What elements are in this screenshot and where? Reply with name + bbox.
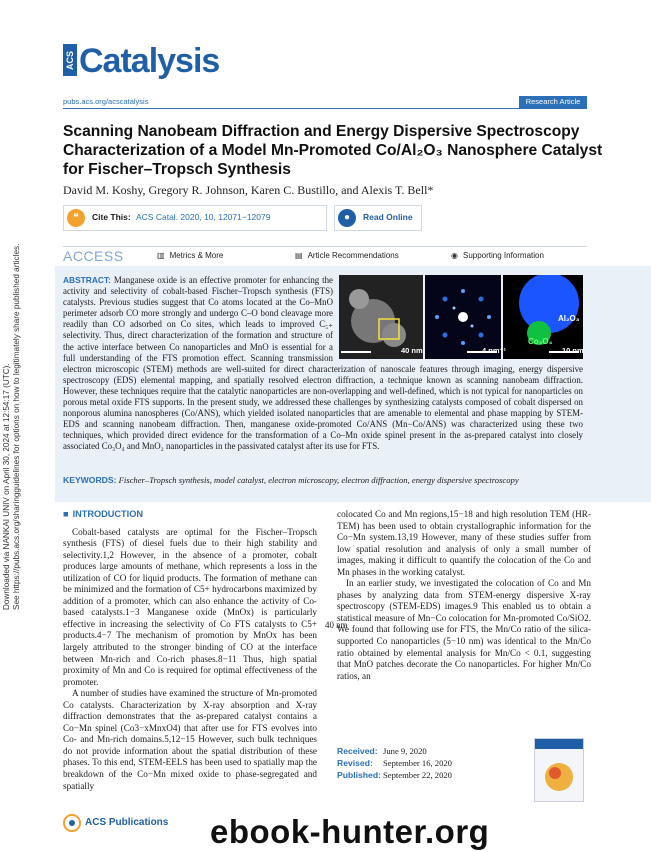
bar-chart-icon: ▥ xyxy=(157,251,165,260)
cite-this-box[interactable] xyxy=(63,205,327,231)
section-heading xyxy=(63,509,317,521)
si-icon: ◉ xyxy=(451,251,458,260)
toc-al2o3-label: Al₂O₃ xyxy=(558,314,580,323)
cite-label: Cite This: xyxy=(92,212,131,222)
article-type-badge: Research Article xyxy=(519,96,587,108)
received-date: June 9, 2020 xyxy=(383,746,427,756)
recommendations-label: Article Recommendations xyxy=(307,251,399,260)
journal-name: Catalysis xyxy=(79,42,220,80)
section-square-icon: ■ xyxy=(63,509,69,519)
scale-label-1: 40 nm xyxy=(325,620,348,630)
article-dates xyxy=(337,745,452,781)
toc-scale-4nm: 4 nm⁻¹ xyxy=(482,346,506,355)
paragraph: Cobalt-based catalysts are optimal for the Fischer–Tropsch synthesis (FTS) of diesel fuels due to their high stability and selectivity.1,2 However, in the absence of a promoter, cobalt produces large amounts of methane, which represents a loss in the utilization of CO for liquid products. The formation of methane can be minimized and the formation of C5+ hydrocarbons maximized by addition of a promoter, which can also enhance the activity of Co-based catalysts.1−3 Manganese oxide (MnOx) is particularly effective in increasing the selectivity of Co FTS catalysts to C5+ products.4−7 The mechanism of promotion by MnOx has been largely attributed to the stronger binding of CO at the interface between Mn-rich and Co-rich phases.8−11 Thus, high spatial proximity of Mn and Co is required for optimal effectiveness of the promoter. xyxy=(63,526,317,687)
left-column xyxy=(63,509,317,792)
revised-date: September 16, 2020 xyxy=(383,758,452,768)
cite-reference[interactable]: ACS Catal. 2020, 10, 12071−12079 xyxy=(136,212,271,222)
toc-scale-40nm: 40 nm xyxy=(401,346,423,355)
revised-key: Revised: xyxy=(337,758,373,768)
journal-url[interactable]: pubs.acs.org/acscatalysis xyxy=(63,97,149,106)
toc-scale-10nm: 10 nm xyxy=(562,346,584,355)
toc-image xyxy=(339,275,583,359)
received-key: Received: xyxy=(337,746,378,756)
download-notice xyxy=(0,230,22,610)
abstract-text: Manganese oxide is an effective promoter for enhancing the activity and selectivity of cobalt-based Fischer–Tropsch synthesis (FTS) catalysts. Previous studies suggest that Co atoms located at the Co–MnO perimeter adsorb CO more strongly and undergo C–O bond cleavage more readily than CO adsorbed on Co sites, which leads to improved C₅₊ selectivity. Thus, direct characterization of the formation and structure of the active interface between Co nanoparticles and MnO is essential for a full understanding of the FTS promotion effect. Scanning transmission electron microscopic (STEM) methods are well-suited for direct characterization of nanoscale features through imaging, energy dispersive spectroscopy (EDS) elemental mapping, and spatially resolved electron diffraction, a technique known as scanning nanobeam diffraction. However, these techniques require that the catalytic nanoparticles are non-overlapping and well-defined, which is not typical for nanoparticles on porous metal oxide FTS supports. In the present study, we addressed these challenges by synthesizing catalysts composed of cobalt dispersed on nonporous alumina nanospheres (Co/ANS), which yielded isolated nanoparticles that are amenable to elemental and phase mapping by STEM-EDS and scanning nanobeam diffraction. Then, manganese oxide-promoted Co/ANS (Mn−Co/ANS) was characterized using these two techniques, which provided direct evidence for the transformation of a Co–Mn oxide spinel present in the as-prepared catalyst into closely associated Co₃O₄ and MnO₂ nanoparticles in the passivated catalyst after its use for FTS. xyxy=(63,275,583,452)
access-title: ACCESS xyxy=(63,248,124,264)
read-online-button[interactable] xyxy=(334,205,422,231)
paragraph: In an earlier study, we investigated the colocation of Co and Mn phases by analyzing data from STEM-energy dispersive X-ray spectroscopy (STEM-EDS) images.9 This enabled us to obtain a statistical measure of Mn−Co colocation for Mn-promoted Co/SiO2. We found that following use for FTS, the Mn/Co ratio of the silica-supported Co nanoparticles (5−10 nm) was identical to the Mn/Co ratio obtained by elemental analysis for Mn/Co < 0.1, suggesting that MnO patches decorate the Co nanoparticles. For higher Mn/Co ratios, an xyxy=(337,578,591,681)
read-online-label: Read Online xyxy=(363,212,413,222)
supporting-info-label: Supporting Information xyxy=(462,251,544,260)
acs-publications-icon xyxy=(63,814,81,832)
right-column xyxy=(337,509,591,682)
keywords-heading: KEYWORDS: xyxy=(63,475,117,485)
article-title: Scanning Nanobeam Diffraction and Energy Dispersive Spectroscopy Characterization of a Model Mn-Promoted Co/Al₂O₃ Nanosphere Catalyst for Fischer–Tropsch Synthesis xyxy=(63,123,603,178)
abstract-heading: ABSTRACT: xyxy=(63,275,111,285)
toc-co3o4-label: Co₃O₄ xyxy=(528,337,553,346)
quote-icon: ❝ xyxy=(67,209,85,227)
metrics-label: Metrics & More xyxy=(169,251,224,260)
journal-cover-thumbnail xyxy=(534,738,584,802)
globe-icon: ● xyxy=(338,209,356,227)
access-bar xyxy=(63,246,587,265)
header-rule xyxy=(63,108,587,109)
metrics-link[interactable] xyxy=(157,251,223,260)
keywords xyxy=(63,475,583,486)
list-icon: ▤ xyxy=(295,251,303,260)
acs-publications-label: ACS Publications xyxy=(85,817,169,828)
paragraph: colocated Co and Mn regions,15−18 and high resolution TEM (HR-TEM) has been used to obtain crystallographic information for the Co−Mn system.13,19 However, many of these studies suffer from low spatial resolution and analysis of only a small number of images, making it difficult to quantify the colocation of the Co and Mn phases in the working catalyst. xyxy=(337,509,591,577)
recommendations-link[interactable] xyxy=(295,251,399,260)
published-date: September 22, 2020 xyxy=(383,770,452,780)
cover-art xyxy=(535,739,583,801)
supporting-info-link[interactable] xyxy=(451,251,544,260)
download-line: Downloaded via NANKAI UNIV on April 30, 2024 at 12:54:17 (UTC). xyxy=(2,363,11,610)
sharing-line: See https://pubs.acs.org/sharingguidelines for options on how to legitimately share published articles. xyxy=(12,243,21,610)
keywords-text: Fischer–Tropsch synthesis, model catalyst, electron microscopy, electron diffraction, energy dispersive spectroscopy xyxy=(118,475,519,485)
author-list: David M. Koshy, Gregory R. Johnson, Karen C. Bustillo, and Alexis T. Bell* xyxy=(63,183,434,197)
section-title: INTRODUCTION xyxy=(72,509,143,519)
published-key: Published: xyxy=(337,770,381,780)
journal-logo xyxy=(63,42,223,82)
paragraph: A number of studies have examined the structure of Mn-promoted Co catalysts. Characterization by X-ray absorption and X-ray diffraction demonstrates that the as-prepared catalyst contains a Co−Mn spinel (Co3−xMnxO4) that after use for FTS evolves into Co- and Mn-rich domains.5,12−15 However, such bulk techniques do not provide information about the spatial distribution of these phases. To this end, STEM-EELS has been used to spatially map the breakdown of the Co−Mn mixed oxide to phase-segregated and spatially xyxy=(63,688,317,791)
watermark: ebook-hunter.org xyxy=(210,813,490,850)
acs-mark: ACS xyxy=(63,44,77,76)
